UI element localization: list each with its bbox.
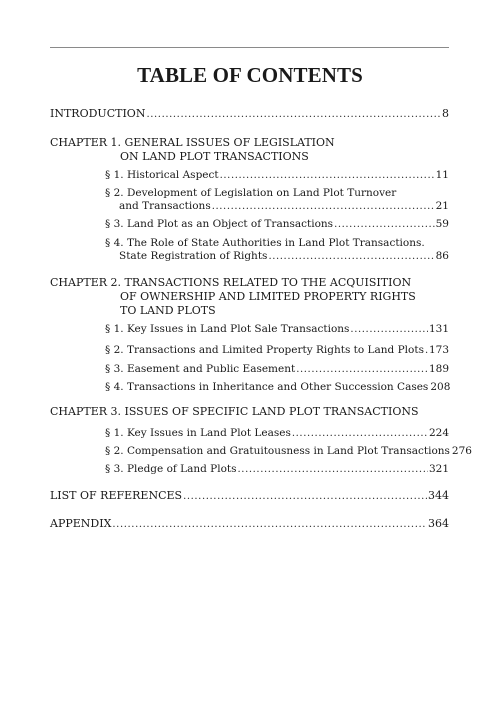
dot-leader [183, 490, 427, 504]
toc-entry-page: 224 [428, 427, 449, 439]
dot-leader [212, 200, 435, 214]
toc-entry-page: 8 [442, 107, 449, 120]
toc-entry-label: § 3. Land Plot as an Object of Transactions [105, 218, 334, 230]
toc-entry-page: 344 [428, 489, 449, 502]
dot-leader [425, 344, 428, 358]
toc-entry-label: § 2. Transactions and Limited Property Rights to Land Plots [105, 344, 424, 356]
toc-entry-label: § 3. Easement and Public Easement [105, 363, 296, 375]
toc-entry-label: APPENDIX [50, 517, 112, 530]
dot-leader [334, 218, 435, 232]
toc-entry-ch2-s2[interactable] [105, 343, 449, 358]
toc-entry-label: State Registration of Rights [119, 250, 268, 262]
dot-leader [112, 518, 427, 532]
toc-chapter-3-heading[interactable] [50, 405, 419, 419]
top-rule [50, 47, 449, 48]
toc-entry-page: 364 [428, 517, 449, 530]
toc-entry-page: 276 [451, 445, 472, 457]
toc-entry-page: 86 [435, 250, 449, 262]
chapter-title-line: ON LAND PLOT TRANSACTIONS [120, 150, 309, 163]
toc-entry-label: § 1. Historical Aspect [105, 169, 219, 181]
toc-entry-page: 208 [430, 381, 451, 393]
toc-entry-ch2-s1[interactable] [105, 322, 449, 337]
toc-entry-ch3-s3[interactable] [105, 462, 449, 477]
dot-leader [146, 108, 441, 122]
toc-entry-label: § 1. Key Issues in Land Plot Leases [105, 427, 291, 439]
toc-entry-label: § 2. Compensation and Gratuitousness in Land Plot Transactions [105, 445, 450, 457]
toc-entry-label: LIST OF REFERENCES [50, 489, 183, 502]
toc-entry-ch1-s2-line1: § 2. Development of Legislation on Land Plot Turnover [105, 187, 397, 199]
toc-chapter-1-heading[interactable] [50, 136, 335, 164]
toc-entry-ch1-s1[interactable] [105, 168, 449, 183]
chapter-title-line: CHAPTER 2. TRANSACTIONS RELATED TO THE ACQUISITION [50, 276, 412, 289]
toc-entry-appendix[interactable] [50, 517, 449, 532]
dot-leader [296, 363, 428, 377]
toc-entry-ch2-s4[interactable] [105, 380, 449, 395]
toc-entry-page: 21 [435, 200, 449, 212]
toc-entry-ch3-s1[interactable] [105, 426, 449, 441]
toc-entry-page: 131 [428, 323, 449, 335]
toc-entry-ch1-s3[interactable] [105, 217, 449, 232]
chapter-title-line: TO LAND PLOTS [120, 304, 216, 317]
toc-entry-label: § 1. Key Issues in Land Plot Sale Transactions [105, 323, 350, 335]
toc-entry-ch1-s4-line1: § 4. The Role of State Authorities in Land Plot Transactions. [105, 237, 425, 249]
toc-entry-introduction[interactable] [50, 107, 449, 122]
toc-entry-page: 11 [435, 169, 449, 181]
toc-entry-ch1-s4[interactable] [119, 249, 449, 264]
toc-entry-page: 59 [435, 218, 449, 230]
toc-entry-label: INTRODUCTION [50, 107, 146, 120]
toc-entry-page: 321 [428, 463, 449, 475]
chapter-title-line: CHAPTER 3. ISSUES OF SPECIFIC LAND PLOT TRANSACTIONS [50, 405, 419, 418]
chapter-title-line: CHAPTER 1. GENERAL ISSUES OF LEGISLATION [50, 136, 335, 149]
toc-entry-label: § 4. Transactions in Inheritance and Other Succession Cases [105, 381, 429, 393]
toc-entry-page: 173 [428, 344, 449, 356]
toc-entry-ch3-s2[interactable] [105, 444, 472, 459]
dot-leader [268, 250, 434, 264]
toc-entry-references[interactable] [50, 489, 449, 504]
dot-leader [238, 463, 428, 477]
page-title: TABLE OF CONTENTS [137, 63, 363, 87]
dot-leader [292, 427, 428, 441]
toc-entry-ch2-s3[interactable] [105, 362, 449, 377]
dot-leader [220, 169, 435, 183]
toc-entry-label: and Transactions [119, 200, 211, 212]
toc-entry-ch1-s2[interactable] [119, 199, 449, 214]
toc-entry-page: 189 [428, 363, 449, 375]
dot-leader [350, 323, 428, 337]
toc-chapter-2-heading[interactable] [50, 276, 416, 318]
chapter-title-line: OF OWNERSHIP AND LIMITED PROPERTY RIGHTS [120, 290, 416, 303]
toc-entry-label: § 3. Pledge of Land Plots [105, 463, 237, 475]
